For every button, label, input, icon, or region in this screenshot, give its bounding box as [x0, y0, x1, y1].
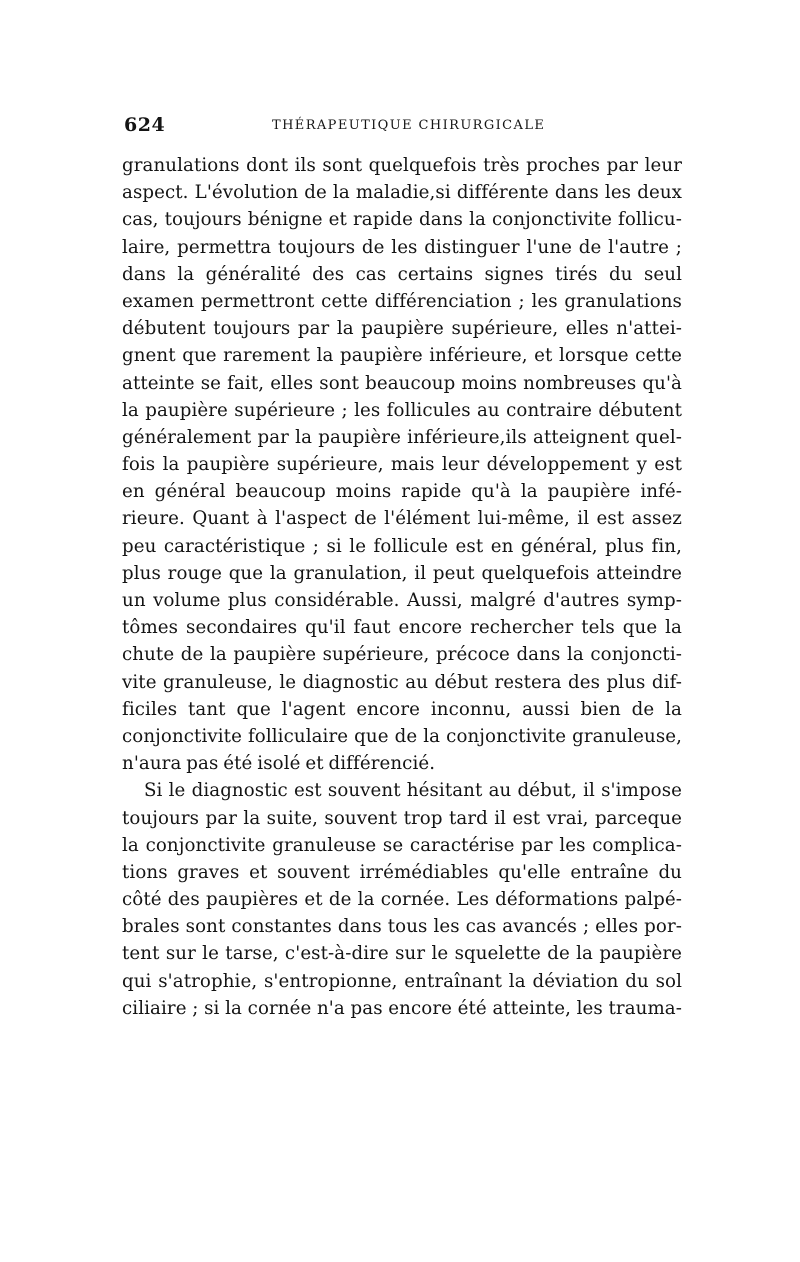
- text-line: tent sur le tarse, c'est-à-dire sur le squelette de la paupière: [122, 943, 682, 965]
- page-number: 624: [124, 114, 166, 136]
- text-line: aspect. L'évolution de la maladie,si différente dans les deux: [122, 182, 682, 204]
- text-line: tions graves et souvent irrémédiables qu'elle entraîne du: [122, 861, 682, 883]
- text-line: fois la paupière supérieure, mais leur développement y est: [122, 454, 682, 476]
- text-line: ciliaire ; si la cornée n'a pas encore été atteinte, les trauma-: [122, 997, 682, 1019]
- text-line: qui s'atrophie, s'entropionne, entraînant la déviation du sol: [122, 970, 682, 992]
- text-line: cas, toujours bénigne et rapide dans la conjonctivite follicu-: [122, 209, 682, 231]
- text-line: brales sont constantes dans tous les cas avancés ; elles por-: [122, 916, 682, 938]
- text-line: chute de la paupière supérieure, précoce dans la conjoncti-: [122, 644, 682, 666]
- text-line: côté des paupières et de la cornée. Les déformations palpé-: [122, 889, 682, 911]
- text-line: en général beaucoup moins rapide qu'à la paupière infé-: [122, 481, 682, 503]
- text-line: la conjonctivite granuleuse se caractérise par les complica-: [122, 834, 682, 856]
- paragraph: [122, 777, 682, 1022]
- text-line: plus rouge que la granulation, il peut quelquefois atteindre: [122, 562, 682, 584]
- text-line: toujours par la suite, souvent trop tard il est vrai, parceque: [122, 807, 682, 829]
- text-line: gnent que rarement la paupière inférieure, et lorsque cette: [122, 345, 682, 367]
- text-line: ficiles tant que l'agent encore inconnu, aussi bien de la: [122, 698, 682, 720]
- text-line: vite granuleuse, le diagnostic au début restera des plus dif-: [122, 671, 682, 693]
- running-title: THÉRAPEUTIQUE CHIRURGICALE: [272, 118, 546, 133]
- text-line: généralement par la paupière inférieure,ils atteignent quel-: [122, 426, 682, 448]
- text-line: n'aura pas été isolé et différencié.: [122, 753, 436, 775]
- text-line: la paupière supérieure ; les follicules au contraire débutent: [122, 399, 682, 421]
- text-line: laire, permettra toujours de les distinguer l'une de l'autre ;: [122, 236, 682, 258]
- text-line: atteinte se fait, elles sont beaucoup moins nombreuses qu'à: [122, 372, 682, 394]
- text-line: un volume plus considérable. Aussi, malgré d'autres symp-: [122, 590, 682, 611]
- text-line: examen permettront cette différenciation ; les granulations: [122, 290, 682, 312]
- text-line: tômes secondaires qu'il faut encore rechercher tels que la: [122, 617, 682, 639]
- text-line: granulations dont ils sont quelquefois très proches par leur: [122, 155, 682, 176]
- text-line: débutent toujours par la paupière supérieure, elles n'attei-: [122, 318, 682, 340]
- text-line: Si le diagnostic est souvent hésitant au début, il s'impose: [144, 780, 682, 802]
- text-line: peu caractéristique ; si le follicule est en général, plus fin,: [122, 535, 682, 557]
- text-line: conjonctivite folliculaire que de la conjonctivite granuleuse,: [122, 725, 682, 747]
- text-line: dans la généralité des cas certains signes tirés du seul: [122, 263, 682, 285]
- text-line: rieure. Quant à l'aspect de l'élément lui-même, il est assez: [122, 508, 682, 530]
- page-header: [124, 114, 684, 140]
- body-text: [122, 152, 682, 1022]
- paragraph: [122, 152, 682, 777]
